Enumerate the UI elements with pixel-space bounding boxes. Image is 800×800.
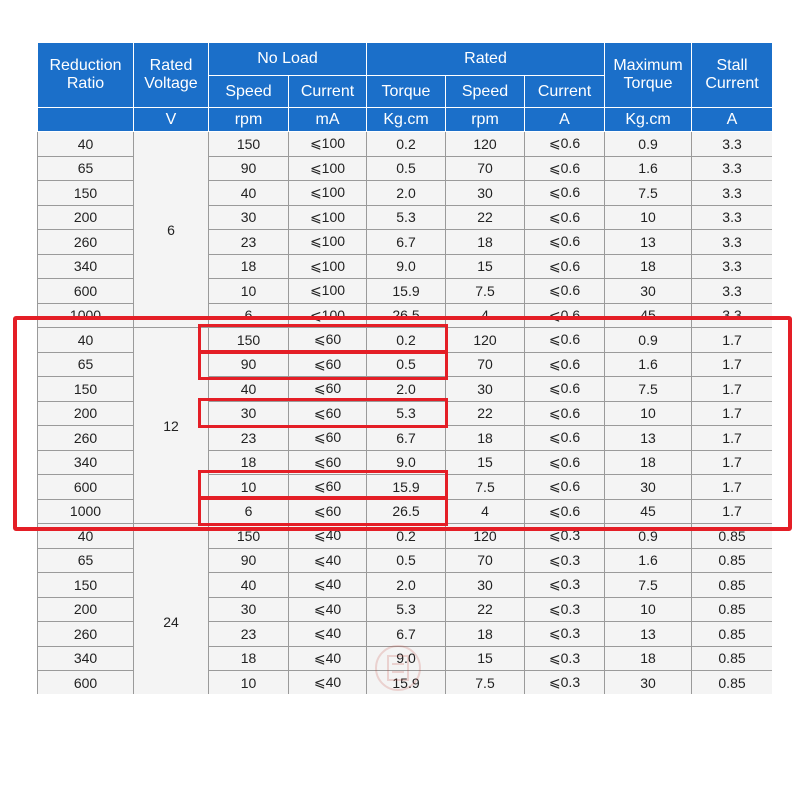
cell-noload-speed: 23 (209, 230, 289, 255)
cell-noload-current: ⩽40 (289, 597, 367, 622)
cell-ratio: 600 (38, 475, 134, 500)
cell-ratio: 65 (38, 352, 134, 377)
cell-rated-speed: 18 (446, 426, 525, 451)
cell-rated-torque: 0.2 (367, 132, 446, 157)
cell-ratio: 600 (38, 279, 134, 304)
cell-rated-speed: 30 (446, 377, 525, 402)
cell-noload-speed: 10 (209, 671, 289, 695)
cell-stall-current: 3.3 (692, 132, 772, 157)
cell-ratio: 40 (38, 132, 134, 157)
cell-noload-current: ⩽100 (289, 132, 367, 157)
cell-ratio: 600 (38, 671, 134, 695)
cell-stall-current: 3.3 (692, 181, 772, 206)
cell-rated-current: ⩽0.3 (525, 548, 605, 573)
cell-noload-current: ⩽40 (289, 573, 367, 598)
cell-noload-current: ⩽40 (289, 646, 367, 671)
cell-noload-speed: 10 (209, 475, 289, 500)
cell-ratio: 1000 (38, 499, 134, 524)
cell-rated-current: ⩽0.6 (525, 303, 605, 328)
cell-rated-current: ⩽0.6 (525, 279, 605, 304)
unit-cell: Kg.cm (605, 108, 692, 132)
unit-cell-blank (38, 108, 134, 132)
cell-rated-current: ⩽0.3 (525, 597, 605, 622)
cell-stall-current: 1.7 (692, 426, 772, 451)
cell-max-torque: 1.6 (605, 156, 692, 181)
cell-stall-current: 3.3 (692, 205, 772, 230)
cell-ratio: 260 (38, 230, 134, 255)
cell-stall-current: 0.85 (692, 548, 772, 573)
cell-rated-torque: 5.3 (367, 205, 446, 230)
cell-stall-current: 1.7 (692, 401, 772, 426)
cell-max-torque: 10 (605, 597, 692, 622)
cell-rated-speed: 70 (446, 352, 525, 377)
cell-rated-voltage: 6 (134, 132, 209, 328)
cell-noload-current: ⩽60 (289, 377, 367, 402)
cell-rated-speed: 15 (446, 254, 525, 279)
cell-rated-speed: 30 (446, 181, 525, 206)
header-no-load-current: Current (289, 76, 367, 108)
cell-rated-speed: 4 (446, 499, 525, 524)
cell-noload-current: ⩽60 (289, 328, 367, 353)
cell-max-torque: 7.5 (605, 573, 692, 598)
cell-noload-current: ⩽60 (289, 475, 367, 500)
cell-max-torque: 7.5 (605, 181, 692, 206)
cell-ratio: 40 (38, 328, 134, 353)
cell-max-torque: 10 (605, 205, 692, 230)
unit-cell: A (692, 108, 772, 132)
cell-rated-torque: 2.0 (367, 181, 446, 206)
cell-max-torque: 18 (605, 254, 692, 279)
cell-stall-current: 1.7 (692, 450, 772, 475)
cell-stall-current: 3.3 (692, 230, 772, 255)
cell-rated-voltage: 24 (134, 524, 209, 695)
cell-rated-torque: 15.9 (367, 475, 446, 500)
cell-max-torque: 13 (605, 230, 692, 255)
cell-noload-current: ⩽100 (289, 205, 367, 230)
cell-rated-current: ⩽0.6 (525, 181, 605, 206)
cell-stall-current: 3.3 (692, 254, 772, 279)
cell-noload-speed: 30 (209, 401, 289, 426)
cell-rated-current: ⩽0.3 (525, 622, 605, 647)
cell-rated-torque: 6.7 (367, 622, 446, 647)
cell-ratio: 200 (38, 401, 134, 426)
cell-rated-torque: 0.2 (367, 524, 446, 549)
table-row (38, 524, 773, 549)
cell-rated-torque: 6.7 (367, 426, 446, 451)
cell-max-torque: 0.9 (605, 132, 692, 157)
cell-rated-torque: 0.5 (367, 352, 446, 377)
cell-rated-torque: 26.5 (367, 303, 446, 328)
cell-noload-current: ⩽40 (289, 524, 367, 549)
cell-rated-voltage: 12 (134, 328, 209, 524)
cell-noload-speed: 40 (209, 573, 289, 598)
cell-noload-current: ⩽60 (289, 426, 367, 451)
cell-rated-torque: 0.5 (367, 548, 446, 573)
motor-spec-table (37, 42, 772, 694)
cell-noload-current: ⩽40 (289, 671, 367, 695)
cell-rated-torque: 15.9 (367, 671, 446, 695)
cell-noload-current: ⩽100 (289, 181, 367, 206)
cell-rated-speed: 15 (446, 450, 525, 475)
cell-rated-torque: 0.5 (367, 156, 446, 181)
cell-rated-speed: 15 (446, 646, 525, 671)
cell-stall-current: 0.85 (692, 573, 772, 598)
cell-rated-speed: 7.5 (446, 475, 525, 500)
cell-ratio: 340 (38, 450, 134, 475)
cell-noload-speed: 18 (209, 450, 289, 475)
cell-noload-speed: 150 (209, 524, 289, 549)
cell-stall-current: 0.85 (692, 524, 772, 549)
unit-cell: rpm (209, 108, 289, 132)
cell-noload-current: ⩽100 (289, 254, 367, 279)
unit-cell: V (134, 108, 209, 132)
cell-rated-current: ⩽0.6 (525, 426, 605, 451)
cell-max-torque: 0.9 (605, 524, 692, 549)
cell-rated-current: ⩽0.6 (525, 401, 605, 426)
watermark-seal-icon (372, 642, 424, 694)
header-rated-torque: Torque (367, 76, 446, 108)
cell-noload-speed: 18 (209, 254, 289, 279)
header-reduction-ratio: Reduction Ratio (38, 43, 134, 108)
cell-noload-speed: 23 (209, 426, 289, 451)
cell-noload-speed: 90 (209, 352, 289, 377)
cell-noload-speed: 6 (209, 499, 289, 524)
cell-stall-current: 1.7 (692, 475, 772, 500)
cell-rated-current: ⩽0.6 (525, 205, 605, 230)
table-row (38, 132, 773, 157)
cell-rated-current: ⩽0.6 (525, 450, 605, 475)
cell-rated-torque: 0.2 (367, 328, 446, 353)
cell-noload-current: ⩽100 (289, 279, 367, 304)
cell-noload-speed: 18 (209, 646, 289, 671)
cell-noload-speed: 30 (209, 597, 289, 622)
cell-max-torque: 45 (605, 499, 692, 524)
cell-max-torque: 30 (605, 671, 692, 695)
cell-stall-current: 1.7 (692, 328, 772, 353)
cell-rated-speed: 18 (446, 230, 525, 255)
cell-rated-current: ⩽0.6 (525, 156, 605, 181)
units-row (38, 108, 773, 132)
cell-ratio: 340 (38, 646, 134, 671)
cell-noload-current: ⩽100 (289, 303, 367, 328)
header-rated-current: Current (525, 76, 605, 108)
cell-noload-speed: 23 (209, 622, 289, 647)
spec-table-body (38, 132, 773, 695)
cell-max-torque: 7.5 (605, 377, 692, 402)
cell-rated-current: ⩽0.6 (525, 230, 605, 255)
cell-rated-speed: 30 (446, 573, 525, 598)
cell-rated-torque: 2.0 (367, 377, 446, 402)
cell-max-torque: 13 (605, 426, 692, 451)
cell-stall-current: 0.85 (692, 671, 772, 695)
cell-rated-speed: 120 (446, 524, 525, 549)
cell-max-torque: 18 (605, 450, 692, 475)
cell-rated-torque: 9.0 (367, 450, 446, 475)
cell-noload-current: ⩽100 (289, 156, 367, 181)
cell-ratio: 65 (38, 548, 134, 573)
cell-stall-current: 3.3 (692, 156, 772, 181)
cell-rated-torque: 26.5 (367, 499, 446, 524)
cell-ratio: 260 (38, 426, 134, 451)
unit-cell: mA (289, 108, 367, 132)
cell-ratio: 200 (38, 205, 134, 230)
header-rated: Rated (367, 43, 605, 76)
cell-rated-speed: 4 (446, 303, 525, 328)
cell-noload-speed: 6 (209, 303, 289, 328)
cell-rated-speed: 120 (446, 132, 525, 157)
header-rated-speed: Speed (446, 76, 525, 108)
cell-noload-current: ⩽100 (289, 230, 367, 255)
cell-rated-speed: 70 (446, 156, 525, 181)
cell-rated-speed: 120 (446, 328, 525, 353)
cell-ratio: 200 (38, 597, 134, 622)
unit-cell: rpm (446, 108, 525, 132)
cell-stall-current: 1.7 (692, 352, 772, 377)
cell-noload-current: ⩽40 (289, 622, 367, 647)
header-no-load: No Load (209, 43, 367, 76)
cell-rated-current: ⩽0.6 (525, 377, 605, 402)
cell-max-torque: 13 (605, 622, 692, 647)
table-row (38, 328, 773, 353)
cell-max-torque: 1.6 (605, 548, 692, 573)
cell-stall-current: 3.3 (692, 279, 772, 304)
cell-noload-speed: 90 (209, 548, 289, 573)
cell-ratio: 150 (38, 377, 134, 402)
cell-max-torque: 18 (605, 646, 692, 671)
cell-rated-speed: 22 (446, 401, 525, 426)
cell-ratio: 150 (38, 573, 134, 598)
cell-rated-speed: 7.5 (446, 279, 525, 304)
cell-rated-speed: 22 (446, 597, 525, 622)
cell-noload-current: ⩽60 (289, 352, 367, 377)
spec-sheet (37, 42, 772, 694)
header-stall-current: Stall Current (692, 43, 772, 108)
cell-noload-speed: 150 (209, 132, 289, 157)
cell-ratio: 1000 (38, 303, 134, 328)
cell-stall-current: 0.85 (692, 646, 772, 671)
cell-stall-current: 1.7 (692, 499, 772, 524)
cell-ratio: 260 (38, 622, 134, 647)
cell-ratio: 65 (38, 156, 134, 181)
cell-max-torque: 10 (605, 401, 692, 426)
cell-stall-current: 3.3 (692, 303, 772, 328)
cell-rated-speed: 7.5 (446, 671, 525, 695)
cell-rated-current: ⩽0.3 (525, 671, 605, 695)
cell-max-torque: 1.6 (605, 352, 692, 377)
cell-rated-current: ⩽0.6 (525, 499, 605, 524)
cell-noload-speed: 90 (209, 156, 289, 181)
cell-noload-speed: 40 (209, 377, 289, 402)
cell-noload-speed: 10 (209, 279, 289, 304)
header-rated-voltage: Rated Voltage (134, 43, 209, 108)
cell-rated-current: ⩽0.6 (525, 328, 605, 353)
cell-noload-current: ⩽60 (289, 450, 367, 475)
cell-rated-torque: 2.0 (367, 573, 446, 598)
cell-rated-torque: 5.3 (367, 597, 446, 622)
cell-rated-speed: 70 (446, 548, 525, 573)
cell-rated-speed: 22 (446, 205, 525, 230)
cell-rated-torque: 15.9 (367, 279, 446, 304)
cell-noload-current: ⩽60 (289, 499, 367, 524)
cell-ratio: 40 (38, 524, 134, 549)
cell-rated-torque: 9.0 (367, 646, 446, 671)
cell-rated-torque: 9.0 (367, 254, 446, 279)
cell-max-torque: 45 (605, 303, 692, 328)
cell-noload-speed: 30 (209, 205, 289, 230)
cell-rated-current: ⩽0.6 (525, 132, 605, 157)
cell-stall-current: 1.7 (692, 377, 772, 402)
cell-stall-current: 0.85 (692, 597, 772, 622)
unit-cell: Kg.cm (367, 108, 446, 132)
cell-rated-torque: 5.3 (367, 401, 446, 426)
cell-ratio: 150 (38, 181, 134, 206)
cell-rated-current: ⩽0.3 (525, 524, 605, 549)
cell-ratio: 340 (38, 254, 134, 279)
cell-rated-current: ⩽0.6 (525, 352, 605, 377)
cell-rated-speed: 18 (446, 622, 525, 647)
cell-rated-current: ⩽0.6 (525, 475, 605, 500)
cell-noload-current: ⩽40 (289, 548, 367, 573)
cell-max-torque: 30 (605, 279, 692, 304)
cell-noload-speed: 150 (209, 328, 289, 353)
cell-rated-current: ⩽0.3 (525, 646, 605, 671)
cell-rated-current: ⩽0.6 (525, 254, 605, 279)
header-maximum-torque: Maximum Torque (605, 43, 692, 108)
header-no-load-speed: Speed (209, 76, 289, 108)
cell-rated-current: ⩽0.3 (525, 573, 605, 598)
cell-max-torque: 30 (605, 475, 692, 500)
cell-noload-speed: 40 (209, 181, 289, 206)
cell-noload-current: ⩽60 (289, 401, 367, 426)
unit-cell: A (525, 108, 605, 132)
cell-rated-torque: 6.7 (367, 230, 446, 255)
cell-stall-current: 0.85 (692, 622, 772, 647)
cell-max-torque: 0.9 (605, 328, 692, 353)
